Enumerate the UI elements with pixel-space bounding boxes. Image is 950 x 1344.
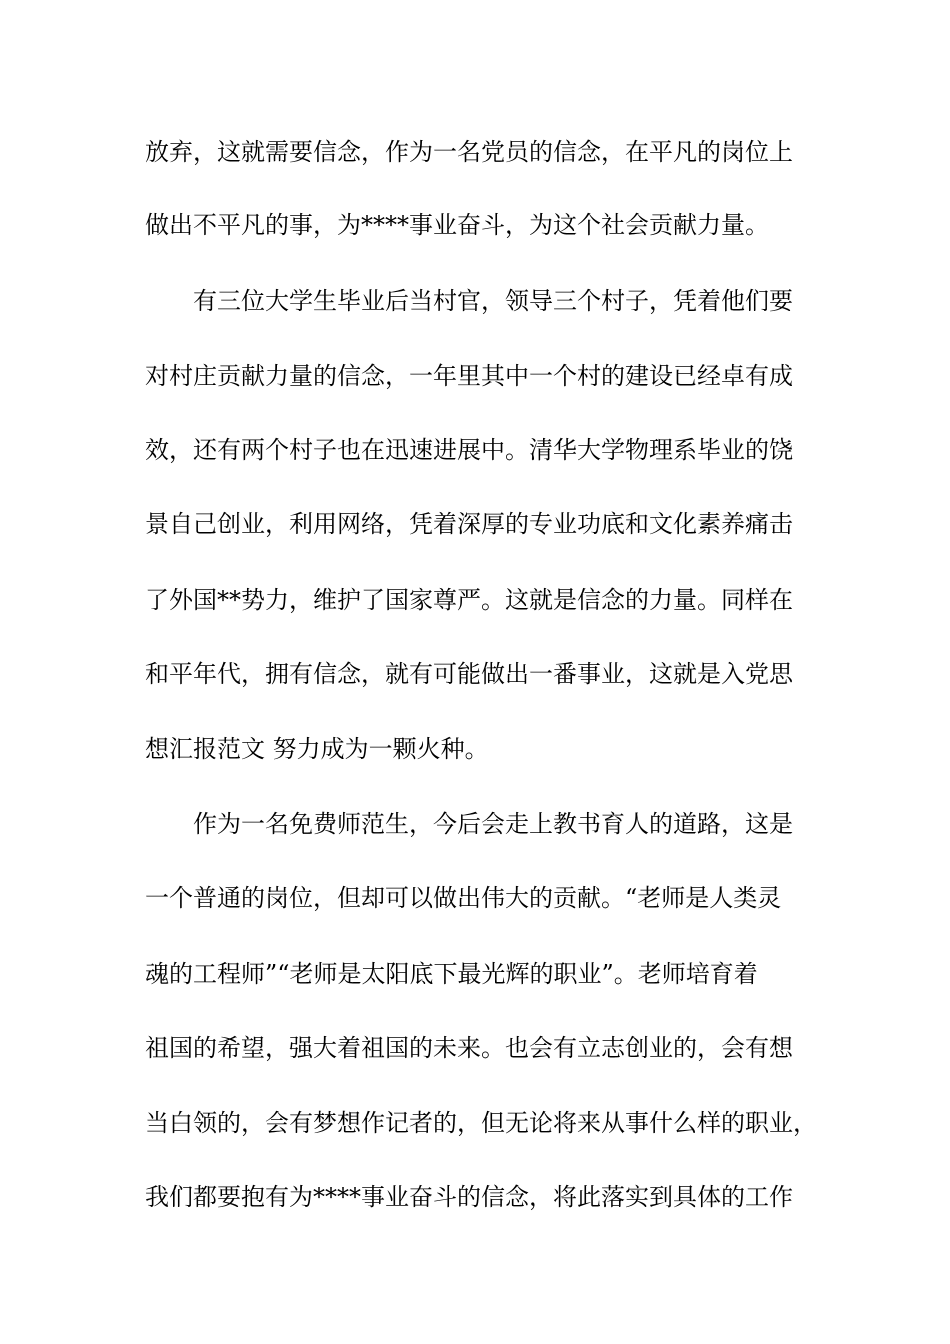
text-line: 了外国**势力，维护了国家尊严。这就是信念的力量。同样在	[145, 586, 793, 614]
text-line: 和平年代，拥有信念，就有可能做出一番事业，这就是入党思	[145, 660, 793, 688]
text-line: 想汇报范文 努力成为一颗火种。	[145, 735, 489, 763]
text-line: 做出不平凡的事，为****事业奋斗，为这个社会贡献力量。	[145, 211, 769, 239]
text-line: 魂的工程师”“老师是太阳底下最光辉的职业”。老师培育着	[145, 960, 758, 988]
paragraph-start-line: 作为一名免费师范生，今后会走上教书育人的道路，这是	[193, 810, 793, 838]
text-line: 当白领的，会有梦想作记者的，但无论将来从事什么样的职业，	[145, 1109, 817, 1137]
text-line: 放弃，这就需要信念，作为一名党员的信念，在平凡的岗位上	[145, 138, 793, 166]
text-line: 一个普通的岗位，但却可以做出伟大的贡献。“老师是人类灵	[145, 884, 782, 912]
text-line: 对村庄贡献力量的信念，一年里其中一个村的建设已经卓有成	[145, 362, 793, 390]
text-line: 祖国的希望，强大着祖国的未来。也会有立志创业的，会有想	[145, 1034, 793, 1062]
paragraph-start-line: 有三位大学生毕业后当村官，领导三个村子，凭着他们要	[193, 287, 793, 315]
text-line: 我们都要抱有为****事业奋斗的信念，将此落实到具体的工作	[145, 1183, 793, 1211]
text-line: 效，还有两个村子也在迅速进展中。清华大学物理系毕业的饶	[145, 436, 793, 464]
text-line: 景自己创业，利用网络，凭着深厚的专业功底和文化素养痛击	[145, 510, 793, 538]
